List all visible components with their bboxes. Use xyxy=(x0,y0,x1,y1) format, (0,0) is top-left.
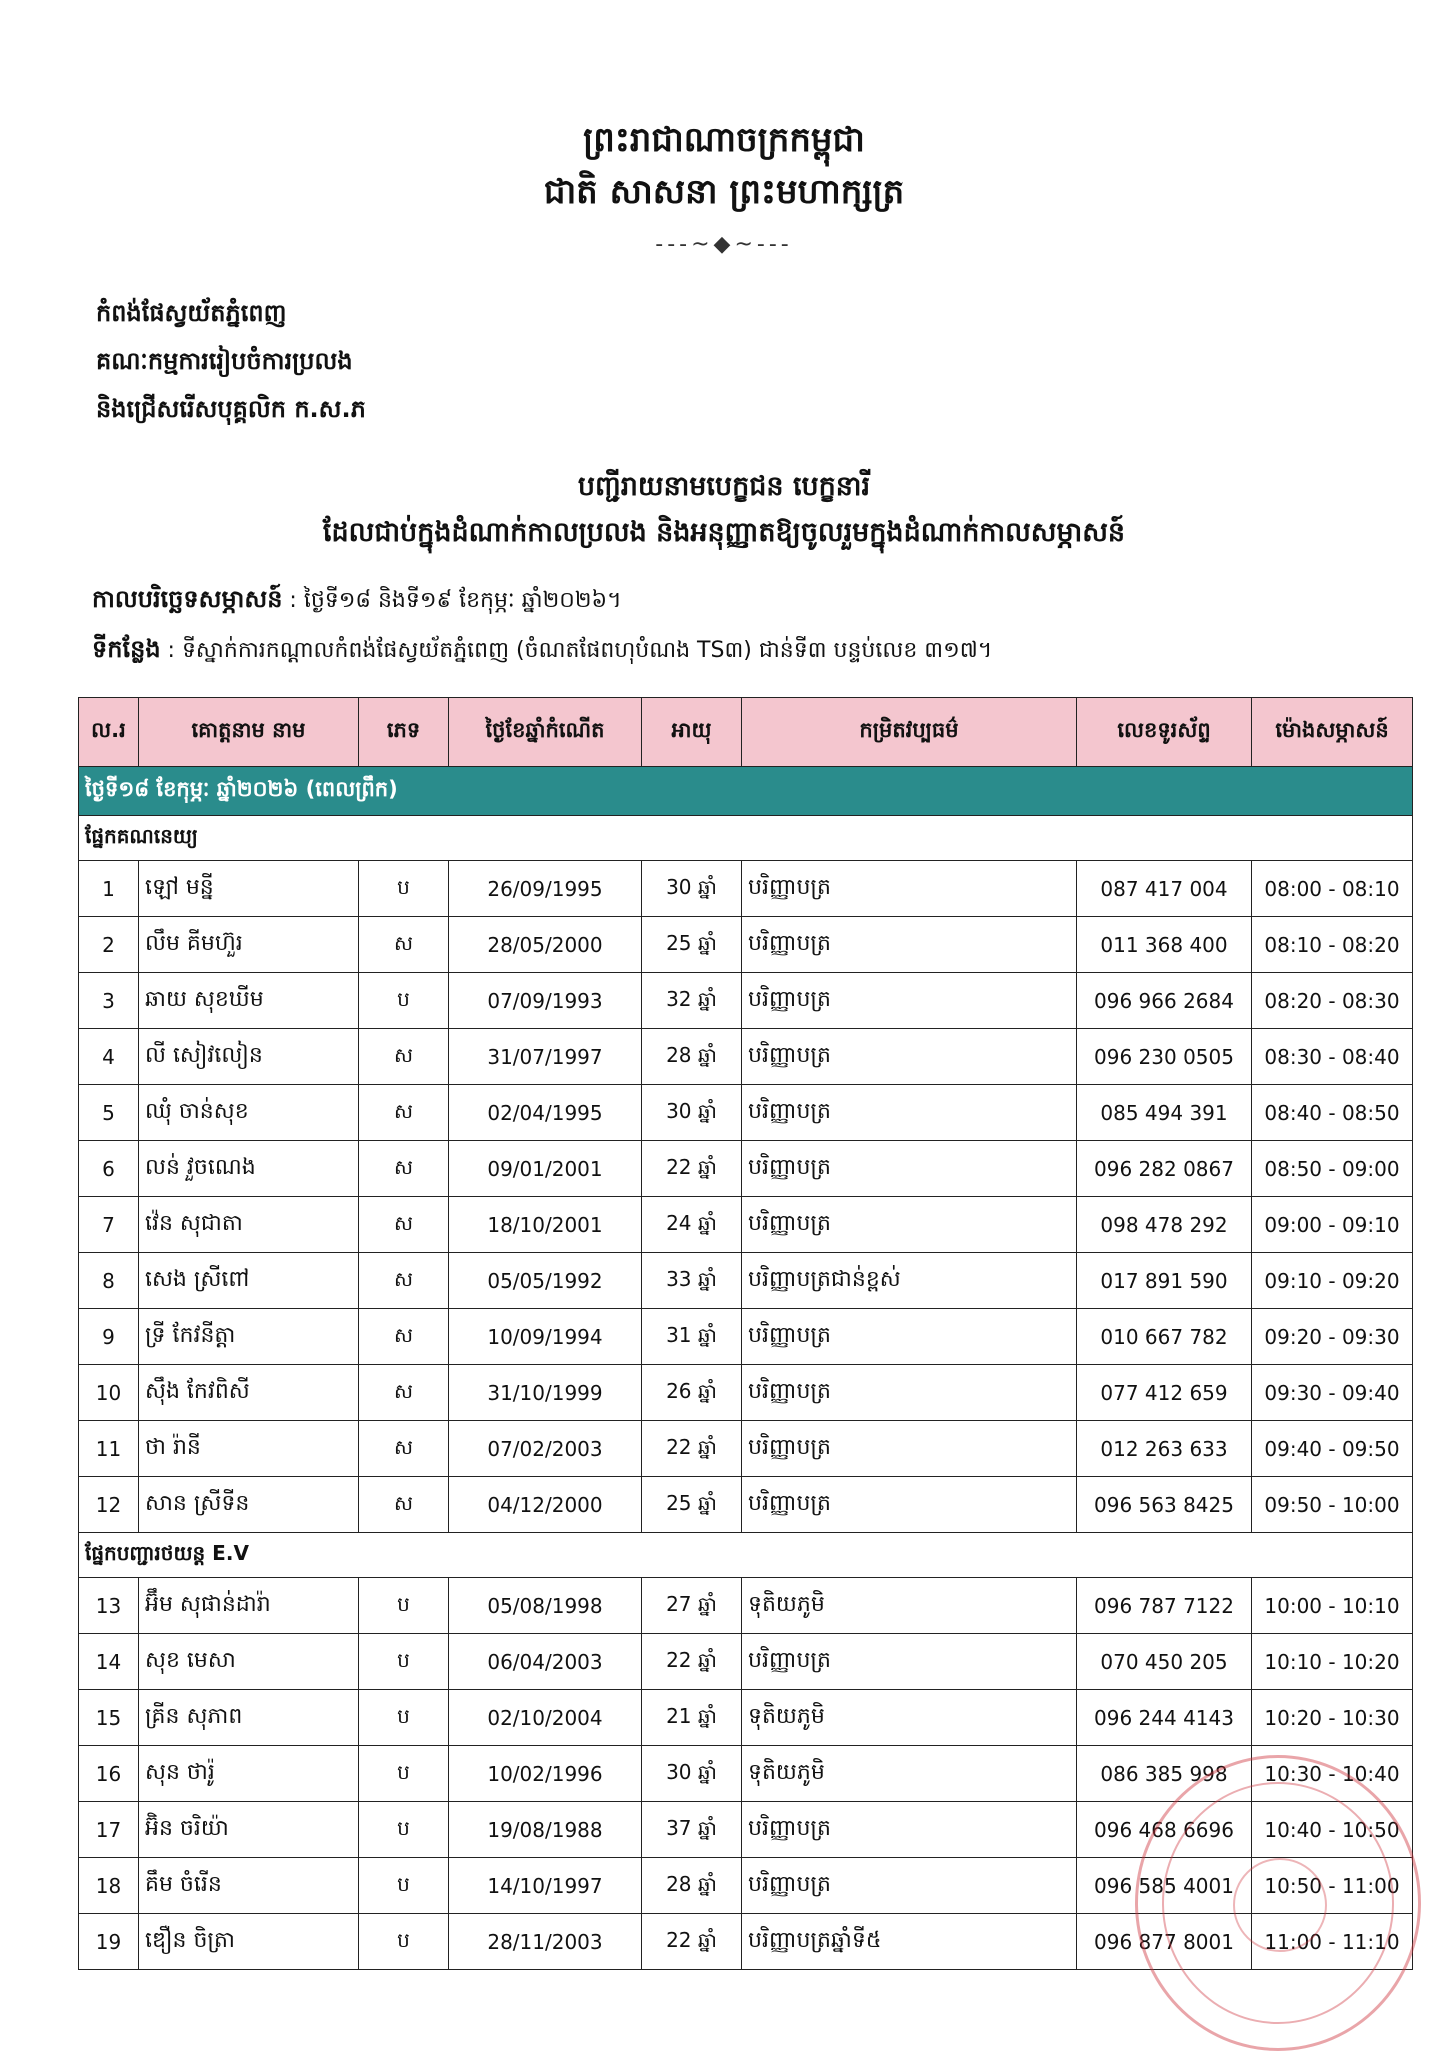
row-degree: បរិញ្ញាបត្រ xyxy=(742,1477,1077,1533)
row-phone: 010 667 782 xyxy=(1077,1309,1252,1365)
row-age: 24 ឆ្នាំ xyxy=(642,1197,742,1253)
row-degree: បរិញ្ញាបត្រ xyxy=(742,1365,1077,1421)
row-degree: បរិញ្ញាបត្រ xyxy=(742,861,1077,917)
table-row xyxy=(79,917,1413,973)
row-dob: 31/10/1999 xyxy=(449,1365,642,1421)
row-age: 22 ឆ្នាំ xyxy=(642,1421,742,1477)
row-sex: ប xyxy=(359,973,449,1029)
row-phone: 096 563 8425 xyxy=(1077,1477,1252,1533)
row-dob: 28/11/2003 xyxy=(449,1914,642,1970)
row-no: 1 xyxy=(79,861,139,917)
table-row xyxy=(79,1029,1413,1085)
row-dob: 05/05/1992 xyxy=(449,1253,642,1309)
row-no: 7 xyxy=(79,1197,139,1253)
schedule-label: កាលបរិច្ឆេទសម្ភាសន៍ xyxy=(92,585,283,613)
row-time: 08:00 - 08:10 xyxy=(1252,861,1413,917)
row-degree: បរិញ្ញាបត្រ xyxy=(742,917,1077,973)
row-sex: ប xyxy=(359,1914,449,1970)
row-no: 13 xyxy=(79,1578,139,1634)
org-committee-cont: និងជ្រើសរើសបុគ្គលិក ក.ស.ភ xyxy=(96,395,366,423)
table-row xyxy=(79,1634,1413,1690)
org-name: កំពង់ផែស្វយ័តភ្នំពេញ xyxy=(96,299,287,327)
row-time: 08:10 - 08:20 xyxy=(1252,917,1413,973)
row-name: ឈុំ ចាន់សុខ xyxy=(139,1085,359,1141)
col-degree-header: កម្រិតវប្បធម៌ xyxy=(742,698,1077,767)
row-no: 10 xyxy=(79,1365,139,1421)
row-name: វ៉េន សុជាតា xyxy=(139,1197,359,1253)
col-phone-header: លេខទូរស័ព្ទ xyxy=(1077,698,1252,767)
row-dob: 10/09/1994 xyxy=(449,1309,642,1365)
row-sex: ប xyxy=(359,1634,449,1690)
row-sex: ស xyxy=(359,1029,449,1085)
col-no-header: ល.រ xyxy=(79,698,139,767)
row-no: 15 xyxy=(79,1690,139,1746)
row-degree: ទុតិយភូមិ xyxy=(742,1578,1077,1634)
col-sex-header: ភេទ xyxy=(359,698,449,767)
row-name: លឹម គីមហ៊ួរ xyxy=(139,917,359,973)
row-dob: 18/10/2001 xyxy=(449,1197,642,1253)
row-name: សុន ថារ៉ូ xyxy=(139,1746,359,1802)
row-no: 2 xyxy=(79,917,139,973)
row-phone: 096 787 7122 xyxy=(1077,1578,1252,1634)
row-degree: បរិញ្ញាបត្រឆ្នាំទី៥ xyxy=(742,1914,1077,1970)
table-row xyxy=(79,1802,1413,1858)
row-sex: ប xyxy=(359,1802,449,1858)
row-phone: 098 478 292 xyxy=(1077,1197,1252,1253)
row-phone: 096 585 4001 xyxy=(1077,1858,1252,1914)
dept-row-ev-driver xyxy=(79,1533,1413,1578)
row-name: ទ្រី កែវនីត្តា xyxy=(139,1309,359,1365)
row-time: 08:50 - 09:00 xyxy=(1252,1141,1413,1197)
row-dob: 31/07/1997 xyxy=(449,1029,642,1085)
row-time: 08:30 - 08:40 xyxy=(1252,1029,1413,1085)
table-row xyxy=(79,861,1413,917)
table-row xyxy=(79,1746,1413,1802)
row-time: 10:50 - 11:00 xyxy=(1252,1858,1413,1914)
row-time: 09:30 - 09:40 xyxy=(1252,1365,1413,1421)
schedule-line xyxy=(92,584,622,619)
row-time: 09:40 - 09:50 xyxy=(1252,1421,1413,1477)
row-sex: ស xyxy=(359,1309,449,1365)
row-sex: ប xyxy=(359,1578,449,1634)
row-name: លី សៀវលៀន xyxy=(139,1029,359,1085)
place-line xyxy=(92,634,992,669)
row-dob: 07/02/2003 xyxy=(449,1421,642,1477)
row-age: 27 ឆ្នាំ xyxy=(642,1578,742,1634)
national-motto: ជាតិ សាសនា ព្រះមហាក្សត្រ xyxy=(543,172,905,212)
row-no: 18 xyxy=(79,1858,139,1914)
row-sex: ប xyxy=(359,1858,449,1914)
ornament-divider: ---~◆~--- xyxy=(655,232,793,257)
dept-label-ev-driver: ផ្នែកបញ្ជារថយន្ត E.V xyxy=(79,1533,1413,1578)
table-row xyxy=(79,1914,1413,1970)
row-dob: 04/12/2000 xyxy=(449,1477,642,1533)
row-phone: 011 368 400 xyxy=(1077,917,1252,973)
row-time: 10:20 - 10:30 xyxy=(1252,1690,1413,1746)
row-name: លន់ វួចណេង xyxy=(139,1141,359,1197)
row-dob: 10/02/1996 xyxy=(449,1746,642,1802)
row-no: 19 xyxy=(79,1914,139,1970)
candidate-table xyxy=(78,697,1413,1970)
table-row xyxy=(79,1578,1413,1634)
row-phone: 017 891 590 xyxy=(1077,1253,1252,1309)
row-sex: ស xyxy=(359,1197,449,1253)
row-time: 09:00 - 09:10 xyxy=(1252,1197,1413,1253)
row-sex: ស xyxy=(359,1477,449,1533)
table-row xyxy=(79,1690,1413,1746)
place-value: : ទីស្នាក់ការកណ្តាលកំពង់ផែស្វយ័តភ្នំពេញ (ចំណតផែពហុបំណង TS៣) ជាន់ទី៣ បន្ទប់លេខ ៣១៧។ xyxy=(160,638,993,663)
row-time: 09:20 - 09:30 xyxy=(1252,1309,1413,1365)
place-label: ទីកន្លែង xyxy=(92,635,161,663)
table-header-row xyxy=(79,698,1413,767)
col-age-header: អាយុ xyxy=(642,698,742,767)
row-name: អ៊ិន ចរិយ៉ា xyxy=(139,1802,359,1858)
row-phone: 096 877 8001 xyxy=(1077,1914,1252,1970)
row-name: គឹម ចំរើន xyxy=(139,1858,359,1914)
row-degree: បរិញ្ញាបត្រ xyxy=(742,1085,1077,1141)
row-age: 31 ឆ្នាំ xyxy=(642,1309,742,1365)
row-phone: 070 450 205 xyxy=(1077,1634,1252,1690)
row-degree: ទុតិយភូមិ xyxy=(742,1746,1077,1802)
row-age: 22 ឆ្នាំ xyxy=(642,1914,742,1970)
row-time: 08:40 - 08:50 xyxy=(1252,1085,1413,1141)
row-degree: បរិញ្ញាបត្រ xyxy=(742,1802,1077,1858)
row-no: 6 xyxy=(79,1141,139,1197)
row-age: 22 ឆ្នាំ xyxy=(642,1141,742,1197)
row-sex: ស xyxy=(359,917,449,973)
row-name: សាន ស្រីទីន xyxy=(139,1477,359,1533)
table-row xyxy=(79,1309,1413,1365)
col-time-header: ម៉ោងសម្ភាសន៍ xyxy=(1252,698,1413,767)
row-time: 10:10 - 10:20 xyxy=(1252,1634,1413,1690)
row-age: 25 ឆ្នាំ xyxy=(642,1477,742,1533)
row-sex: ស xyxy=(359,1365,449,1421)
row-degree: បរិញ្ញាបត្រ xyxy=(742,1141,1077,1197)
row-no: 16 xyxy=(79,1746,139,1802)
row-dob: 07/09/1993 xyxy=(449,973,642,1029)
row-dob: 14/10/1997 xyxy=(449,1858,642,1914)
row-dob: 02/10/2004 xyxy=(449,1690,642,1746)
schedule-value: : ថ្ងៃទី១៨ និងទី១៩ ខែកុម្ភៈ ឆ្នាំ២០២៦។ xyxy=(282,588,622,613)
row-age: 33 ឆ្នាំ xyxy=(642,1253,742,1309)
row-name: ឌឿន ចិត្រា xyxy=(139,1914,359,1970)
row-degree: បរិញ្ញាបត្រ xyxy=(742,1029,1077,1085)
row-sex: ស xyxy=(359,1141,449,1197)
session-row xyxy=(79,767,1413,816)
row-dob: 06/04/2003 xyxy=(449,1634,642,1690)
table-row xyxy=(79,1477,1413,1533)
row-age: 22 ឆ្នាំ xyxy=(642,1634,742,1690)
row-sex: ប xyxy=(359,1690,449,1746)
document-subtitle: ដែលជាប់ក្នុងដំណាក់កាលប្រលង និងអនុញ្ញាតឱ្យចូលរួមក្នុងដំណាក់កាលសម្ភាសន៍ xyxy=(322,517,1126,548)
row-time: 09:50 - 10:00 xyxy=(1252,1477,1413,1533)
row-phone: 012 263 633 xyxy=(1077,1421,1252,1477)
row-phone: 077 412 659 xyxy=(1077,1365,1252,1421)
row-no: 3 xyxy=(79,973,139,1029)
row-no: 12 xyxy=(79,1477,139,1533)
row-degree: បរិញ្ញាបត្រជាន់ខ្ពស់ xyxy=(742,1253,1077,1309)
row-time: 11:00 - 11:10 xyxy=(1252,1914,1413,1970)
row-age: 32 ឆ្នាំ xyxy=(642,973,742,1029)
row-name: ឆាយ សុខឃីម xyxy=(139,973,359,1029)
row-name: ស៊ឹង កែវពិសី xyxy=(139,1365,359,1421)
row-dob: 28/05/2000 xyxy=(449,917,642,973)
dept-label-accounting: ផ្នែកគណនេយ្យ xyxy=(79,816,1413,861)
document-title: បញ្ជីរាយនាមបេក្ខជន បេក្ខនារី xyxy=(577,471,871,502)
row-degree: បរិញ្ញាបត្រ xyxy=(742,1858,1077,1914)
row-time: 09:10 - 09:20 xyxy=(1252,1253,1413,1309)
col-dob-header: ថ្ងៃខែឆ្នាំកំណើត xyxy=(449,698,642,767)
row-phone: 086 385 998 xyxy=(1077,1746,1252,1802)
row-name: គ្រីន សុភាព xyxy=(139,1690,359,1746)
row-dob: 09/01/2001 xyxy=(449,1141,642,1197)
row-dob: 05/08/1998 xyxy=(449,1578,642,1634)
row-degree: បរិញ្ញាបត្រ xyxy=(742,973,1077,1029)
row-age: 30 ឆ្នាំ xyxy=(642,861,742,917)
col-name-header: គោត្តនាម នាម xyxy=(139,698,359,767)
row-sex: ស xyxy=(359,1085,449,1141)
row-phone: 096 230 0505 xyxy=(1077,1029,1252,1085)
row-no: 5 xyxy=(79,1085,139,1141)
row-degree: បរិញ្ញាបត្រ xyxy=(742,1197,1077,1253)
row-dob: 19/08/1988 xyxy=(449,1802,642,1858)
row-phone: 096 468 6696 xyxy=(1077,1802,1252,1858)
row-sex: ស xyxy=(359,1253,449,1309)
row-no: 4 xyxy=(79,1029,139,1085)
row-age: 26 ឆ្នាំ xyxy=(642,1365,742,1421)
session-label: ថ្ងៃទី១៨ ខែកុម្ភៈ ឆ្នាំ២០២៦ (ពេលព្រឹក) xyxy=(79,767,1413,816)
row-no: 11 xyxy=(79,1421,139,1477)
table-row xyxy=(79,1085,1413,1141)
row-sex: ស xyxy=(359,1421,449,1477)
table-row xyxy=(79,1365,1413,1421)
row-degree: បរិញ្ញាបត្រ xyxy=(742,1421,1077,1477)
row-dob: 26/09/1995 xyxy=(449,861,642,917)
row-age: 28 ឆ្នាំ xyxy=(642,1858,742,1914)
row-no: 9 xyxy=(79,1309,139,1365)
row-sex: ប xyxy=(359,1746,449,1802)
row-phone: 087 417 004 xyxy=(1077,861,1252,917)
row-phone: 085 494 391 xyxy=(1077,1085,1252,1141)
row-no: 17 xyxy=(79,1802,139,1858)
dept-row-accounting xyxy=(79,816,1413,861)
row-name: ឡៅ មន្នី xyxy=(139,861,359,917)
table-row xyxy=(79,1253,1413,1309)
table-row xyxy=(79,1421,1413,1477)
row-no: 14 xyxy=(79,1634,139,1690)
row-age: 25 ឆ្នាំ xyxy=(642,917,742,973)
org-committee: គណៈកម្មការរៀបចំការប្រលង xyxy=(96,347,353,375)
row-name: សេង ស្រីពៅ xyxy=(139,1253,359,1309)
table-row xyxy=(79,1197,1413,1253)
row-phone: 096 282 0867 xyxy=(1077,1141,1252,1197)
table-row xyxy=(79,1141,1413,1197)
row-no: 8 xyxy=(79,1253,139,1309)
row-dob: 02/04/1995 xyxy=(449,1085,642,1141)
row-time: 10:00 - 10:10 xyxy=(1252,1578,1413,1634)
row-degree: បរិញ្ញាបត្រ xyxy=(742,1309,1077,1365)
kingdom-title: ព្រះរាជាណាចក្រកម្ពុជា xyxy=(583,120,865,160)
row-time: 10:30 - 10:40 xyxy=(1252,1746,1413,1802)
row-phone: 096 966 2684 xyxy=(1077,973,1252,1029)
row-name: ថា រ៉ានី xyxy=(139,1421,359,1477)
row-phone: 096 244 4143 xyxy=(1077,1690,1252,1746)
row-name: សុខ មេសា xyxy=(139,1634,359,1690)
row-age: 21 ឆ្នាំ xyxy=(642,1690,742,1746)
row-time: 08:20 - 08:30 xyxy=(1252,973,1413,1029)
row-age: 28 ឆ្នាំ xyxy=(642,1029,742,1085)
row-age: 30 ឆ្នាំ xyxy=(642,1746,742,1802)
row-sex: ប xyxy=(359,861,449,917)
row-age: 37 ឆ្នាំ xyxy=(642,1802,742,1858)
table-row xyxy=(79,973,1413,1029)
row-degree: ទុតិយភូមិ xyxy=(742,1690,1077,1746)
table-row xyxy=(79,1858,1413,1914)
row-age: 30 ឆ្នាំ xyxy=(642,1085,742,1141)
row-time: 10:40 - 10:50 xyxy=(1252,1802,1413,1858)
row-name: អ៊ឹម សុផាន់ដារ៉ា xyxy=(139,1578,359,1634)
row-degree: បរិញ្ញាបត្រ xyxy=(742,1634,1077,1690)
